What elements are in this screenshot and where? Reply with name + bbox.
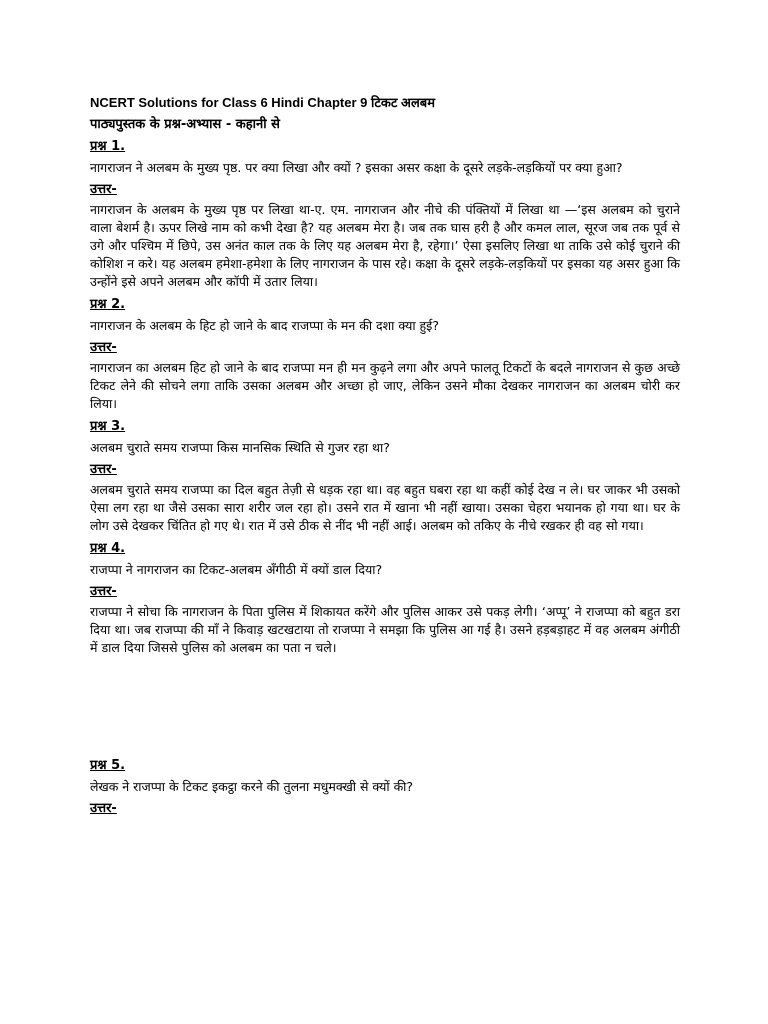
answer-heading: उत्तर-	[90, 801, 117, 816]
question-text: नागराजन ने अलबम के मुख्य पृष्ठ. पर क्या लिखा और क्यों ? इसका असर कक्षा के दूसरे लड़के-लड़कियों पर क्या हुआ?	[90, 160, 623, 175]
question-text: राजप्पा ने नागराजन का टिकट-अलबम अँगीठी में क्यों डाल दिया?	[90, 562, 383, 577]
document-title: NCERT Solutions for Class 6 Hindi Chapter 9 टिकट अलबम	[90, 95, 435, 110]
question-block-1	[90, 138, 680, 291]
question-block-4	[90, 540, 680, 657]
answer-text: अलबम चुराते समय राजप्पा का दिल बहुत तेज़ी से धड़क रहा था। वह बहुत घबरा रहा था कहीं कोई देख न ले। घर जाकर भी उसको ऐसा लग रहा था जैसे उसका सारा शरीर जल रहा हो। उसने रात में खाना भी नहीं खाया। उसका चेहरा भयानक हो गया था। घर के लोग उसे देखकर चिंतित हो गए थे। रात में उसे ठीक से नींद भी नहीं आई। अलबम को तकिए के नीचे रखकर ही वह सो गया।	[90, 482, 680, 533]
question-block-2	[90, 296, 680, 413]
document-subtitle: पाठ्यपुस्तक के प्रश्न-अभ्यास - कहानी से	[90, 117, 280, 132]
answer-text: नागराजन के अलबम के मुख्य पृष्ठ पर लिखा था-ए. एम. नागराजन और नीचे की पंक्तियों में लिखा था —‘इस अलबम को चुराने वाला बेशर्म है। ऊपर लिखे नाम को कभी देखा है? यह अलबम मेरा है। जब तक घास हरी है और कमल लाल, सूरज जब तक पूर्व से उगे और पश्चिम में छिपे, उस अनंत काल तक के लिए यह अलबम मेरा है, रहेगा।’ ऐसा इसलिए लिखा था ताकि उसे कोई चुराने की कोशिश न करे। यह अलबम हमेशा-हमेशा के लिए नागराजन के पास रहे। कक्षा के दूसरे लड़के-लड़कियों पर इसका यह असर हुआ कि उन्होंने इसे अपने अलबम और कॉपी में उतार लिया।	[90, 202, 680, 289]
question-heading: प्रश्न 5.	[90, 758, 126, 773]
question-heading: प्रश्न 3.	[90, 419, 126, 434]
page-spacer	[90, 662, 680, 757]
question-text: अलबम चुराते समय राजप्पा किस मानसिक स्थिति से गुजर रहा था?	[90, 440, 390, 455]
question-text: लेखक ने राजप्पा के टिकट इकट्ठा करने की तुलना मधुमक्खी से क्यों की?	[90, 779, 414, 794]
answer-heading: उत्तर-	[90, 462, 117, 477]
answer-heading: उत्तर-	[90, 340, 117, 355]
answer-heading: उत्तर-	[90, 182, 117, 197]
document-page	[90, 94, 680, 820]
answer-text: नागराजन का अलबम हिट हो जाने के बाद राजप्पा मन ही मन कुढ़ने लगा और अपने फालतू टिकटों के बदले नागराजन से कुछ अच्छे टिकट लेने की सोचने लगा ताकि उसका अलबम और अच्छा हो जाए, लेकिन उसने मौका देखकर नागराजन का अलबम चोरी कर लिया।	[90, 360, 680, 411]
answer-heading: उत्तर-	[90, 584, 117, 599]
question-heading: प्रश्न 1.	[90, 139, 126, 154]
question-heading: प्रश्न 2.	[90, 297, 126, 312]
question-block-5	[90, 757, 680, 818]
question-block-3	[90, 418, 680, 535]
question-heading: प्रश्न 4.	[90, 541, 126, 556]
answer-text: राजप्पा ने सोचा कि नागराजन के पिता पुलिस में शिकायत करेंगे और पुलिस आकर उसे पकड़ लेगी। ‘अप्पू’ ने राजप्पा को बहुत डरा दिया था। जब राजप्पा की माँ ने किवाड़ खटखटाया तो राजप्पा ने समझा कि पुलिस आ गई है। उसने हड़बड़ाहट में वह अलबम अंगीठी में डाल दिया जिससे पुलिस को अलबम का पता न चले।	[90, 604, 680, 655]
question-text: नागराजन के अलबम के हिट हो जाने के बाद राजप्पा के मन की दशा क्या हुई?	[90, 318, 439, 333]
